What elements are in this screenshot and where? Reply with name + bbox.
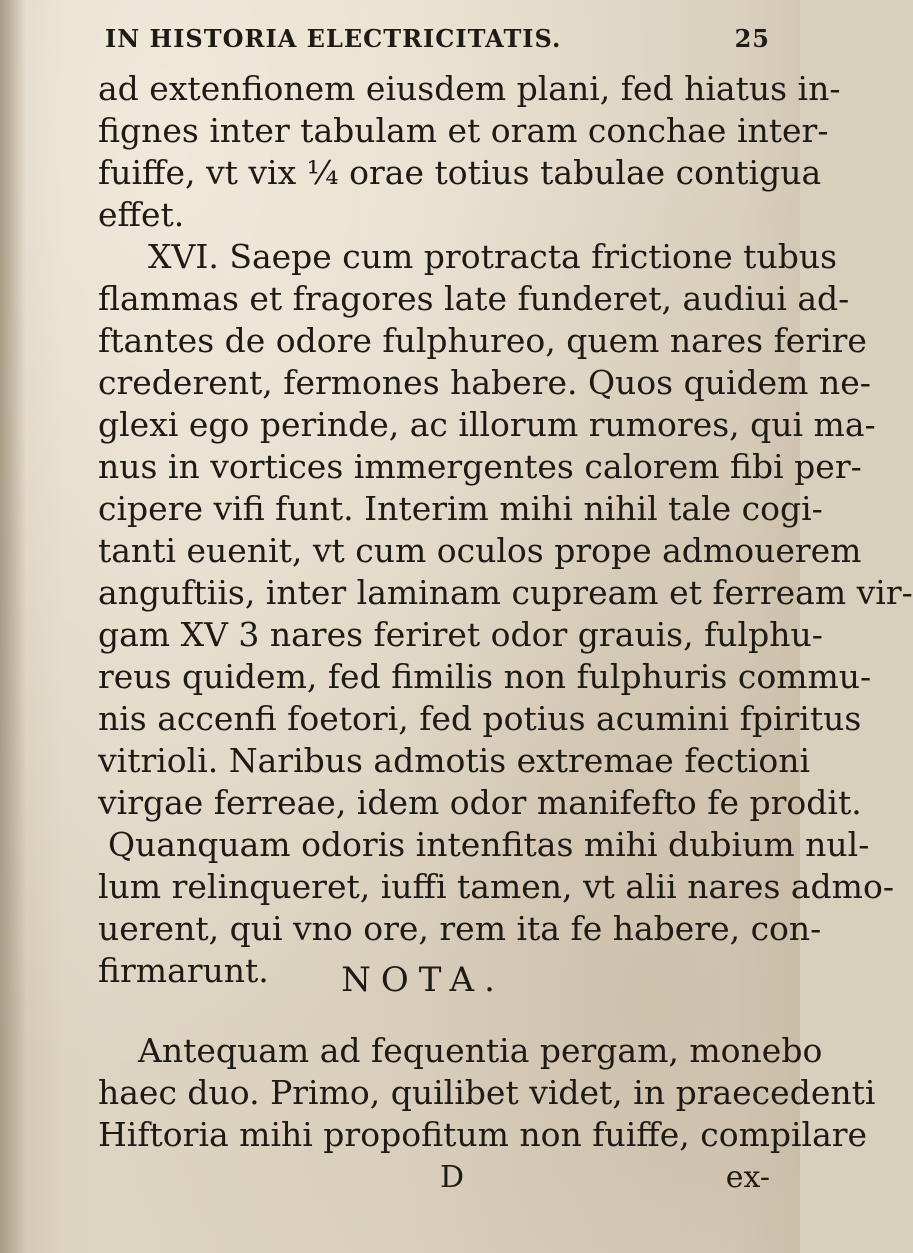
text-line: Hiftoria mihi propofitum non fuiffe, compilare [98, 1115, 868, 1154]
text-line: ad extenfionem eiusdem plani, fed hiatus in- [98, 69, 841, 108]
text-line: Antequam ad fequentia pergam, monebo [138, 1031, 823, 1070]
running-title: IN HISTORIA ELECTRICITATIS. [105, 24, 562, 53]
signature-mark: D [440, 1160, 465, 1195]
text-line: glexi ego perinde, ac illorum rumores, qui ma- [98, 405, 876, 444]
text-line: lum relinqueret, iuffi tamen, vt alii nares admo- [98, 867, 894, 906]
text-line: crederent, fermones habere. Quos quidem ne- [98, 363, 871, 402]
text-line: anguftiis, inter laminam cupream et ferream vir- [98, 573, 913, 612]
main-text [78, 68, 913, 992]
binding-gutter [0, 0, 26, 1253]
nota-heading: NOTA. [341, 960, 505, 1000]
page-number: 25 [734, 24, 770, 53]
text-line: virgae ferreae, idem odor manifefto fe prodit. [98, 783, 862, 822]
text-line: Quanquam odoris intenfitas mihi dubium nul- [108, 825, 870, 864]
nota-text [78, 1030, 876, 1156]
text-line: firmarunt. [98, 951, 269, 990]
catchword: ex- [725, 1160, 770, 1195]
text-line: cipere vifi funt. Interim mihi nihil tale cogi- [98, 489, 823, 528]
text-line: nis accenfi foetori, fed potius acumini fpiritus [98, 699, 862, 738]
text-line: XVI. Saepe cum protracta frictione tubus [148, 237, 838, 276]
text-line: fignes inter tabulam et oram conchae inter- [98, 111, 829, 150]
text-line: ftantes de odore fulphureo, quem nares ferire [98, 321, 867, 360]
text-line: vitrioli. Naribus admotis extremae fectioni [98, 741, 811, 780]
text-line: effet. [98, 195, 185, 234]
text-line: gam XV 3 nares feriret odor grauis, fulphu- [98, 615, 823, 654]
text-line: reus quidem, fed fimilis non fulphuris commu- [98, 657, 872, 696]
text-line: tanti euenit, vt cum oculos prope admouerem [98, 531, 862, 570]
text-line: uerent, qui vno ore, rem ita fe habere, con- [98, 909, 822, 948]
text-line: fuiffe, vt vix ¼ orae totius tabulae contigua [98, 153, 822, 192]
text-line: nus in vortices immergentes calorem fibi per- [98, 447, 862, 486]
text-line: haec duo. Primo, quilibet videt, in praecedenti [98, 1073, 876, 1112]
text-line: flammas et fragores late funderet, audiui ad- [98, 279, 850, 318]
running-header [105, 18, 770, 58]
